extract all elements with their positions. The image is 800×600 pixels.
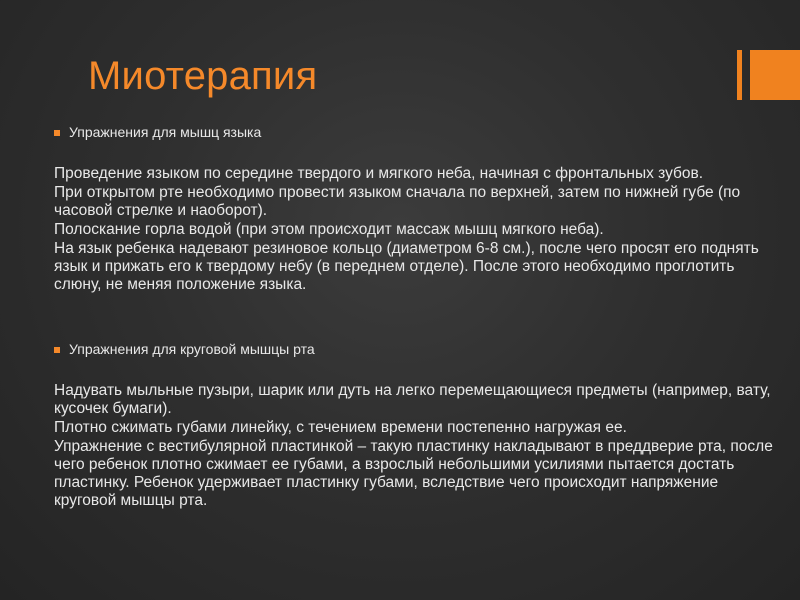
orbicularis-oris-exercises-section [54, 341, 774, 510]
exercise-paragraph: Полоскание горла водой (при этом происходит массаж мышц мягкого неба). [54, 221, 604, 238]
exercise-paragraph: Плотно сжимать губами линейку, с течением времени постепенно нагружая ее. [54, 419, 627, 436]
exercise-paragraph: При открытом рте необходимо провести языком сначала по верхней, затем по нижней губе (по часовой стрелке и наоборот). [54, 184, 741, 219]
exercise-paragraph: Надувать мыльные пузыри, шарик или дуть на легко перемещающиеся предметы (например, вату, кусочек бумаги). [54, 382, 771, 417]
bullet-icon [54, 347, 60, 353]
section-paragraphs [54, 382, 774, 510]
section-paragraphs [54, 165, 774, 294]
section-heading-text: Упражнения для круговой мышцы рта [69, 341, 315, 357]
exercise-paragraph: Упражнение с вестибулярной пластинкой – такую пластинку накладывают в преддверие рта, после чего ребенок плотно сжимает ее губами, а взрослый небольшими усилиями пытается достать пластинку. Ребенок удерживает пластинку губами, вследствие чего происходит напряжение круговой мышцы рта. [54, 438, 773, 509]
exercise-paragraph: Проведение языком по середине твердого и мягкого неба, начиная с фронтальных зубов. [54, 165, 704, 182]
bullet-icon [54, 130, 60, 136]
section-heading [54, 124, 774, 141]
tongue-exercises-section [54, 124, 774, 294]
title-accent-thick-bar [750, 50, 800, 100]
section-heading-text: Упражнения для мышц языка [69, 124, 262, 140]
exercise-paragraph: На язык ребенка надевают резиновое кольцо (диаметром 6-8 см.), после чего просят его поднять язык и прижать его к твердому небу (в переднем отделе). После этого необходимо проглотить слюну, не меняя положение языка. [54, 240, 759, 293]
slide-title: Миотерапия [88, 54, 318, 98]
slide-content [54, 124, 774, 511]
title-accent-thin-bar [737, 50, 742, 100]
section-heading [54, 341, 774, 358]
